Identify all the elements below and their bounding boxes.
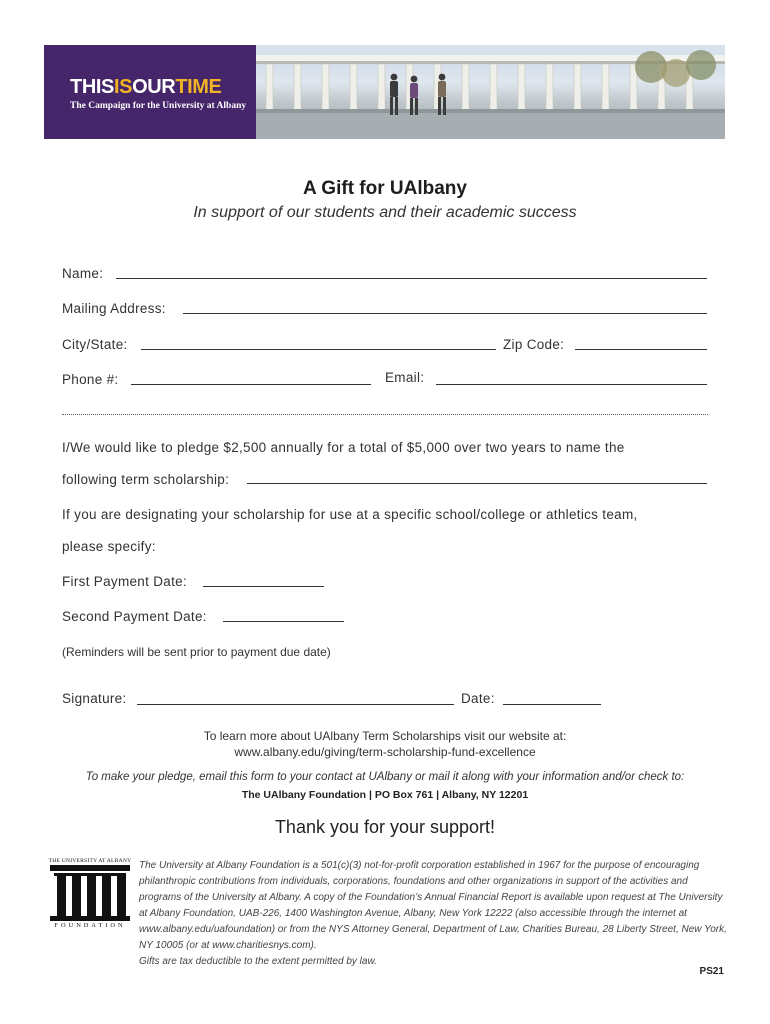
- foundation-logo: [48, 858, 132, 930]
- signature-label: Signature:: [62, 691, 127, 706]
- signature-field[interactable]: [137, 704, 454, 705]
- first-payment-label: First Payment Date:: [62, 574, 187, 589]
- email-field[interactable]: [436, 384, 707, 385]
- foundation-logo-top-text: THE UNIVERSITY AT ALBANY: [48, 858, 132, 864]
- designate-text-line2: please specify:: [62, 539, 156, 554]
- thank-you-message: Thank you for your support!: [274, 817, 496, 837]
- website-link[interactable]: www.albany.edu/giving/term-scholarship-fund-excellence: [234, 745, 536, 759]
- mailing-address-field[interactable]: [183, 313, 707, 314]
- campus-photo: [256, 45, 725, 139]
- email-label: Email:: [385, 370, 425, 385]
- mailing-address-label: Mailing Address:: [62, 301, 166, 316]
- form-title: A Gift for UAlbany: [303, 178, 467, 199]
- foundation-disclaimer: [139, 858, 729, 970]
- city-state-label: City/State:: [62, 337, 128, 352]
- second-payment-label: Second Payment Date:: [62, 609, 207, 624]
- form-code: PS21: [699, 966, 724, 977]
- date-label: Date:: [461, 691, 495, 706]
- pledge-instructions: To make your pledge, email this form to your contact at UAlbany or mail it along with your information and/or check to:: [85, 771, 685, 783]
- campaign-subtitle: The Campaign for the University at Albany: [70, 101, 247, 111]
- campaign-title: THISISOURTIME: [70, 76, 222, 98]
- pledge-text-line1: I/We would like to pledge $2,500 annually for a total of $5,000 over two years to name the: [62, 440, 625, 455]
- disclaimer-text: The University at Albany Foundation is a 501(c)(3) not-for-profit corporation established in 1967 for the purpose of encouraging philanthropic contributions from individuals, corporations, foundations and other organizations in support of the activities and programs of the University at Albany. A copy of the Foundation’s Annual Financial Report is available upon request at The University at Albany Foundation, UAB-226, 1400 Washington Avenue, Albany, New York 12222 (also accessible through the internet at www.albany.edu/uafoundation) or from the NYS Attorney General, Department of Law, Charities Bureau, 28 Liberty Street, New York, NY 10005 (or at www.charitiesnys.com).: [139, 860, 727, 951]
- name-field[interactable]: [116, 278, 707, 279]
- city-state-field[interactable]: [141, 349, 496, 350]
- second-payment-field[interactable]: [223, 621, 344, 622]
- campaign-logo: [44, 45, 256, 139]
- zip-code-label: Zip Code:: [503, 337, 565, 352]
- tax-note: Gifts are tax deductible to the extent permitted by law.: [139, 956, 377, 967]
- foundation-logo-bottom-text: FOUNDATION: [54, 922, 126, 929]
- section-divider: [62, 414, 708, 415]
- mailing-address-info: The UAlbany Foundation | PO Box 761 | Albany, NY 12201: [241, 789, 529, 801]
- scholarship-name-field[interactable]: [247, 483, 707, 484]
- date-field[interactable]: [503, 704, 601, 705]
- form-subtitle: In support of our students and their academic success: [193, 204, 577, 221]
- columns-icon: [48, 864, 132, 922]
- designate-text-line1: If you are designating your scholarship for use at a specific school/college or athletics team,: [62, 507, 638, 522]
- pledge-text-line2: following term scholarship:: [62, 472, 230, 487]
- zip-code-field[interactable]: [575, 349, 707, 350]
- reminder-note: (Reminders will be sent prior to payment due date): [62, 645, 331, 659]
- learn-more-text: To learn more about UAlbany Term Scholarships visit our website at:: [203, 729, 567, 743]
- first-payment-field[interactable]: [203, 586, 324, 587]
- phone-field[interactable]: [131, 384, 371, 385]
- campaign-banner: [44, 45, 725, 139]
- phone-label: Phone #:: [62, 372, 119, 387]
- name-label: Name:: [62, 266, 104, 281]
